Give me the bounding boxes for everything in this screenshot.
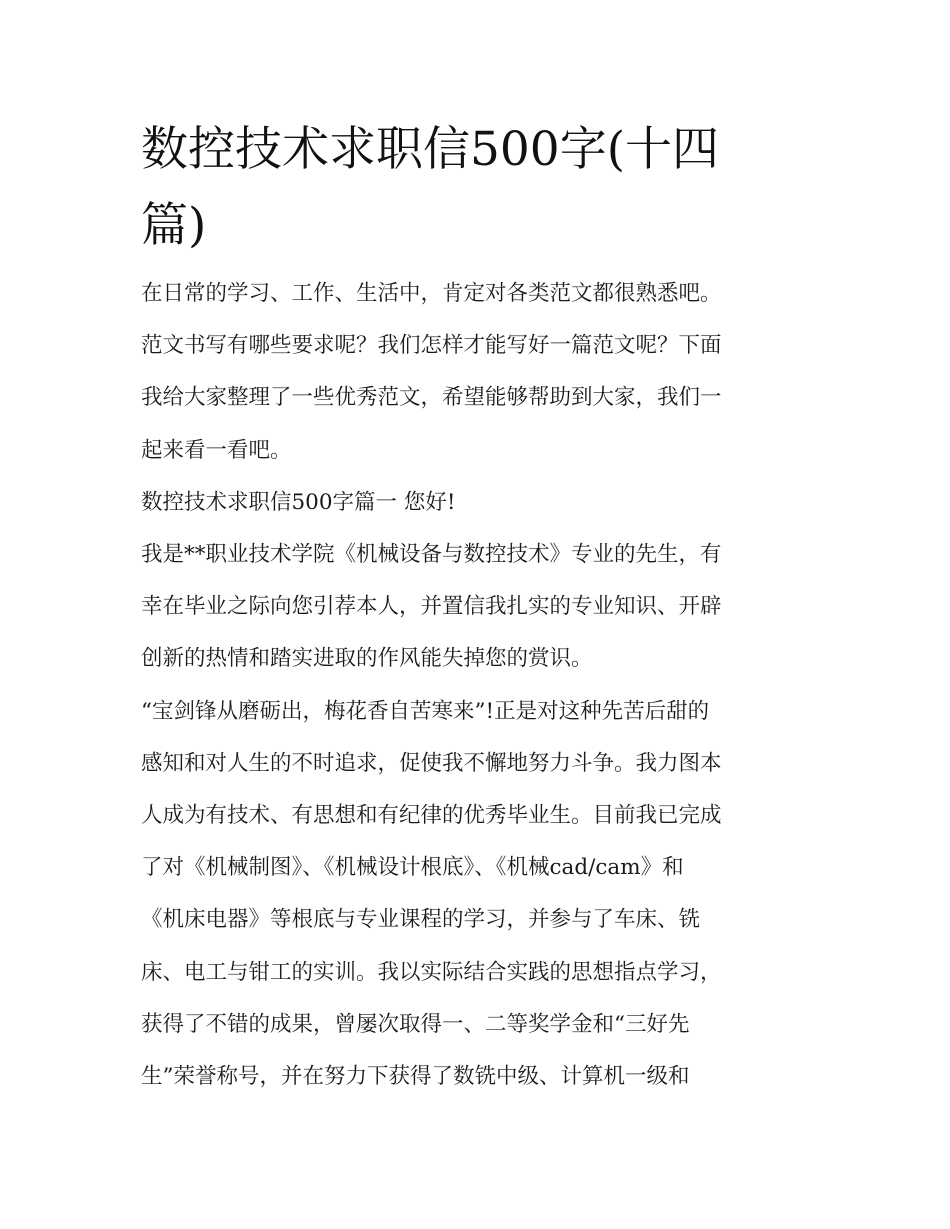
paragraph-line: 在日常的学习、工作、生活中，肯定对各类范文都很熟悉吧。 xyxy=(141,281,722,306)
paragraph-line: 数控技术求职信500字篇一 您好! xyxy=(141,489,456,515)
paragraph-line: “宝剑锋从磨砺出，梅花香自苦寒来”!正是对这种先苦后甜的 xyxy=(141,698,710,724)
intro-paragraph xyxy=(141,268,821,477)
paragraph-line: 幸在毕业之际向您引荐本人，并置信我扎实的专业知识、开辟 xyxy=(141,594,722,620)
paragraph-line: 床、电工与钳工的实训。我以实际结合实践的思想指点学习， xyxy=(141,959,722,985)
paragraph-line: 了对《机械制图》、《机械设计根底》、《机械cad/cam》和 xyxy=(141,855,684,881)
paragraph-line: 我给大家整理了一些优秀范文，希望能够帮助到大家，我们一 xyxy=(141,385,722,411)
title-line-2: 篇) xyxy=(141,198,207,253)
title-line-1: 数控技术求职信500字(十四 xyxy=(141,122,720,177)
paragraph-line: 人成为有技术、有思想和有纪律的优秀毕业生。目前我已完成 xyxy=(141,803,722,829)
paragraph-line: 起来看一看吧。 xyxy=(141,437,292,463)
paragraph-line: 我是**职业技术学院《机械设备与数控技术》专业的先生，有 xyxy=(141,542,722,568)
self-introduction-paragraph xyxy=(141,529,821,686)
paragraph-line: 《机床电器》等根底与专业课程的学习，并参与了车床、铣 xyxy=(141,907,701,933)
paragraph-line: 获得了不错的成果，曾屡次取得一、二等奖学金和“三好先 xyxy=(141,1011,690,1037)
experience-paragraph xyxy=(141,686,821,1104)
document-title xyxy=(141,112,821,264)
paragraph-line: 感知和对人生的不时追求，促使我不懈地努力斗争。我力图本 xyxy=(141,750,722,776)
paragraph-line: 范文书写有哪些要求呢？我们怎样才能写好一篇范文呢？下面 xyxy=(141,333,722,359)
paragraph-line: 创新的热情和踏实进取的作风能失掉您的赏识。 xyxy=(141,646,593,672)
paragraph-line: 生”荣誉称号，并在努力下获得了数铣中级、计算机一级和 xyxy=(141,1064,690,1090)
document-content xyxy=(141,112,821,1103)
section-heading-paragraph xyxy=(141,477,821,529)
